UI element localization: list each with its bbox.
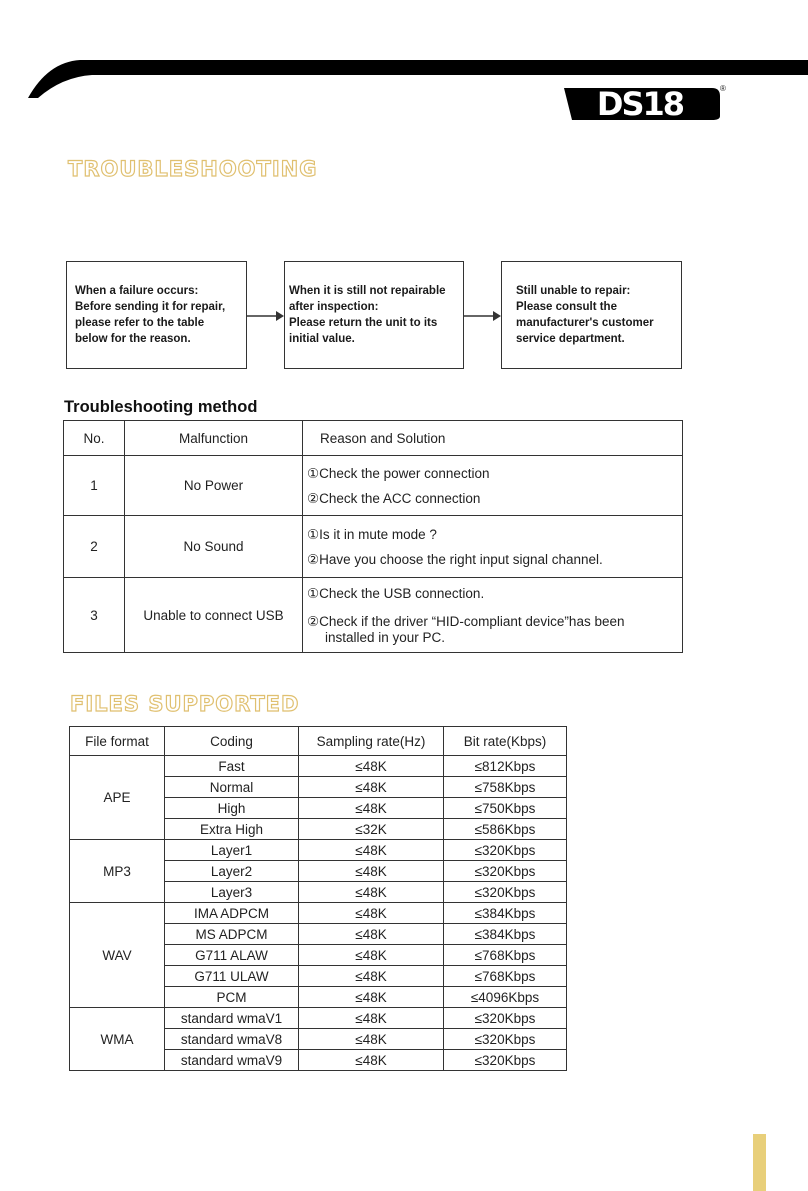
flow-box-2 [284, 261, 464, 369]
coding-cell: Layer2 [165, 861, 299, 882]
coding-cell: PCM [165, 987, 299, 1008]
sampling-cell: ≤48K [299, 945, 444, 966]
table-row [70, 840, 567, 861]
row-malfunction: No Power [125, 456, 303, 516]
coding-cell: Normal [165, 777, 299, 798]
coding-cell: standard wmaV1 [165, 1008, 299, 1029]
coding-cell: Fast [165, 756, 299, 777]
sampling-cell: ≤48K [299, 1008, 444, 1029]
format-cell: MP3 [70, 840, 165, 903]
reason-line: ①Is it in mute mode ? [307, 526, 437, 542]
sampling-cell: ≤48K [299, 840, 444, 861]
flow-line: Before sending it for repair, [75, 301, 226, 313]
flow-line: Still unable to repair: [516, 285, 631, 297]
coding-cell: standard wmaV9 [165, 1050, 299, 1071]
logo-mark [562, 84, 722, 124]
header-malfunction: Malfunction [125, 421, 303, 456]
sampling-cell: ≤48K [299, 924, 444, 945]
header-coding: Coding [165, 727, 299, 756]
bitrate-cell: ≤320Kbps [444, 840, 567, 861]
header-sampling: Sampling rate(Hz) [299, 727, 444, 756]
table-row [70, 903, 567, 924]
coding-cell: MS ADPCM [165, 924, 299, 945]
flow-box-3 [501, 261, 682, 369]
format-cell: APE [70, 756, 165, 840]
bitrate-cell: ≤384Kbps [444, 903, 567, 924]
row-malfunction: No Sound [125, 516, 303, 578]
coding-cell: Extra High [165, 819, 299, 840]
flow-line: please refer to the table [75, 317, 205, 329]
sampling-cell: ≤48K [299, 861, 444, 882]
row-reason [303, 578, 683, 653]
ds18-logo [562, 84, 726, 124]
sampling-cell: ≤48K [299, 756, 444, 777]
bitrate-cell: ≤586Kbps [444, 819, 567, 840]
files-table [69, 726, 567, 1071]
format-cell: WAV [70, 903, 165, 1008]
header-bitrate: Bit rate(Kbps) [444, 727, 567, 756]
bitrate-cell: ≤320Kbps [444, 1008, 567, 1029]
table-row [70, 756, 567, 777]
header-format: File format [70, 727, 165, 756]
flow-line: after inspection: [289, 301, 379, 313]
row-no: 2 [64, 516, 125, 578]
bitrate-cell: ≤758Kbps [444, 777, 567, 798]
bitrate-cell: ≤320Kbps [444, 861, 567, 882]
sampling-cell: ≤48K [299, 777, 444, 798]
header-reason: Reason and Solution [303, 421, 683, 456]
bitrate-cell: ≤768Kbps [444, 945, 567, 966]
flow-line: Please return the unit to its [289, 317, 438, 329]
bitrate-cell: ≤768Kbps [444, 966, 567, 987]
bitrate-cell: ≤750Kbps [444, 798, 567, 819]
arrow-right-icon [464, 309, 502, 323]
coding-cell: G711 ULAW [165, 966, 299, 987]
bitrate-cell: ≤320Kbps [444, 1050, 567, 1071]
flow-line: initial value. [289, 333, 355, 345]
sampling-cell: ≤48K [299, 798, 444, 819]
row-no: 3 [64, 578, 125, 653]
sampling-cell: ≤48K [299, 1050, 444, 1071]
flow-line: below for the reason. [75, 333, 191, 345]
reason-line: ②Have you choose the right input signal channel. [307, 551, 603, 567]
sampling-cell: ≤48K [299, 882, 444, 903]
reason-line: ②Check the ACC connection [307, 490, 481, 506]
sampling-cell: ≤48K [299, 1029, 444, 1050]
svg-text:DS18: DS18 [596, 85, 684, 123]
page-tab [753, 1134, 766, 1191]
sampling-cell: ≤48K [299, 966, 444, 987]
row-reason [303, 456, 683, 516]
bitrate-cell: ≤320Kbps [444, 882, 567, 903]
arrow-right-icon [247, 309, 285, 323]
coding-cell: Layer3 [165, 882, 299, 903]
reason-line: ①Check the power connection [307, 465, 490, 481]
coding-cell: G711 ALAW [165, 945, 299, 966]
method-title: Troubleshooting method [64, 398, 258, 416]
row-reason [303, 516, 683, 578]
registered-icon: ® [720, 84, 726, 93]
bitrate-cell: ≤4096Kbps [444, 987, 567, 1008]
format-cell: WMA [70, 1008, 165, 1071]
reason-line: installed in your PC. [325, 630, 446, 645]
bitrate-cell: ≤384Kbps [444, 924, 567, 945]
sampling-cell: ≤48K [299, 903, 444, 924]
reason-line: ①Check the USB connection. [307, 586, 485, 601]
bitrate-cell: ≤320Kbps [444, 1029, 567, 1050]
table-header-row [64, 421, 683, 456]
flow-box-1 [66, 261, 247, 369]
flow-line: When a failure occurs: [75, 285, 199, 297]
coding-cell: standard wmaV8 [165, 1029, 299, 1050]
bitrate-cell: ≤812Kbps [444, 756, 567, 777]
reason-line: ②Check if the driver “HID-compliant device”has been [307, 614, 625, 629]
coding-cell: High [165, 798, 299, 819]
table-row [64, 578, 683, 653]
flow-line: manufacturer's customer [516, 317, 654, 329]
coding-cell: IMA ADPCM [165, 903, 299, 924]
row-no: 1 [64, 456, 125, 516]
table-row [70, 1008, 567, 1029]
table-row [64, 456, 683, 516]
table-header-row [70, 727, 567, 756]
flow-line: Please consult the [516, 301, 617, 313]
troubleshooting-title: TROUBLESHOOTING [68, 157, 318, 181]
row-malfunction: Unable to connect USB [125, 578, 303, 653]
sampling-cell: ≤48K [299, 987, 444, 1008]
table-row [64, 516, 683, 578]
flow-line: When it is still not repairable [289, 285, 446, 297]
files-supported-title: FILES SUPPORTED [70, 692, 300, 716]
sampling-cell: ≤32K [299, 819, 444, 840]
flow-line: service department. [516, 333, 625, 345]
coding-cell: Layer1 [165, 840, 299, 861]
troubleshooting-table [63, 420, 683, 653]
header-no: No. [64, 421, 125, 456]
